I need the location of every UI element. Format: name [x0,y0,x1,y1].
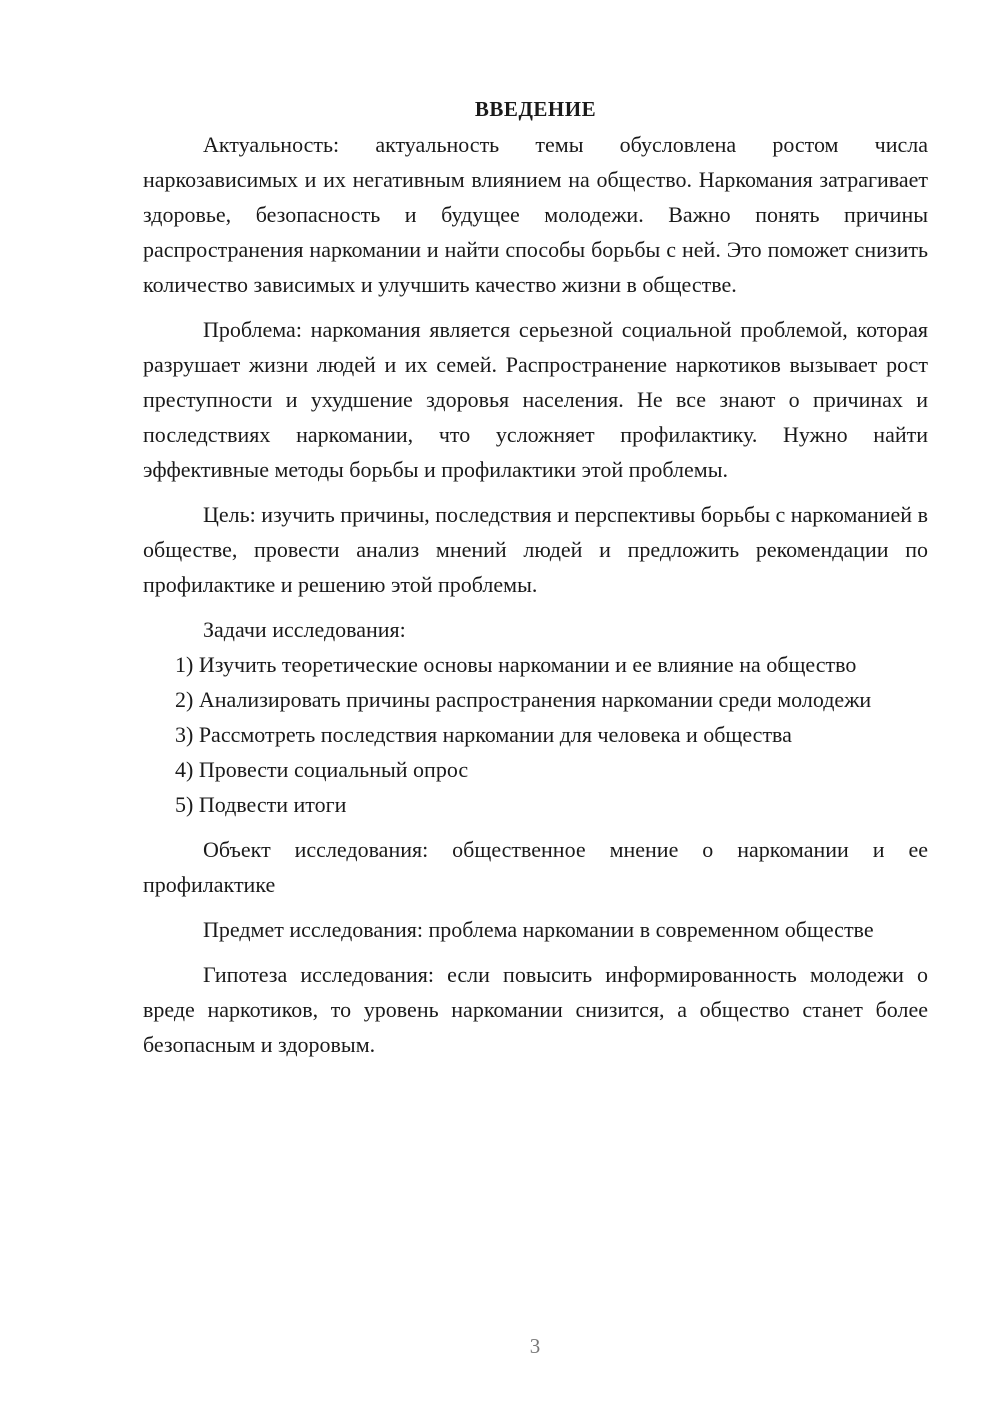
task-item: 3) Рассмотреть последствия наркомании для человека и общества [175,722,792,747]
task-item: 4) Провести социальный опрос [175,757,469,782]
object-paragraph: Объект исследования: общественное мнение о наркомании и ее профилактике [143,837,928,897]
task-item: 1) Изучить теоретические основы наркомании и ее влияние на общество [175,652,857,677]
relevance-paragraph: Актуальность: актуальность темы обусловлена ростом числа наркозависимых и их негативным влиянием на общество. Наркомания затрагивает здоровье, безопасность и будущее молодежи. Важно понять причины распространения наркомании и найти способы борьбы с ней. Это поможет снизить количество зависимых и улучшить качество жизни в обществе. [143,132,928,297]
page-number: 3 [529,1334,541,1358]
document-page [143,92,928,1062]
problem-paragraph: Проблема: наркомания является серьезной социальной проблемой, которая разрушает жизни людей и их семей. Распространение наркотиков вызывает рост преступности и ухудшение здоровья населения. Не все знают о причинах и последствиях наркомании, что усложняет профилактику. Нужно найти эффективные методы борьбы и профилактики этой проблемы. [143,317,928,482]
subject-paragraph: Предмет исследования: проблема наркомании в современном обществе [203,917,874,942]
page-title: ВВЕДЕНИЕ [474,97,597,121]
task-item: 2) Анализировать причины распространения наркомании среди молодежи [175,687,872,712]
task-item: 5) Подвести итоги [175,792,347,817]
hypothesis-paragraph: Гипотеза исследования: если повысить информированность молодежи о вреде наркотиков, то уровень наркомании снизится, а общество станет более безопасным и здоровым. [143,962,928,1057]
tasks-heading: Задачи исследования: [203,617,406,642]
goal-paragraph: Цель: изучить причины, последствия и перспективы борьбы с наркоманией в обществе, провести анализ мнений людей и предложить рекомендации по профилактике и решению этой проблемы. [143,502,928,597]
